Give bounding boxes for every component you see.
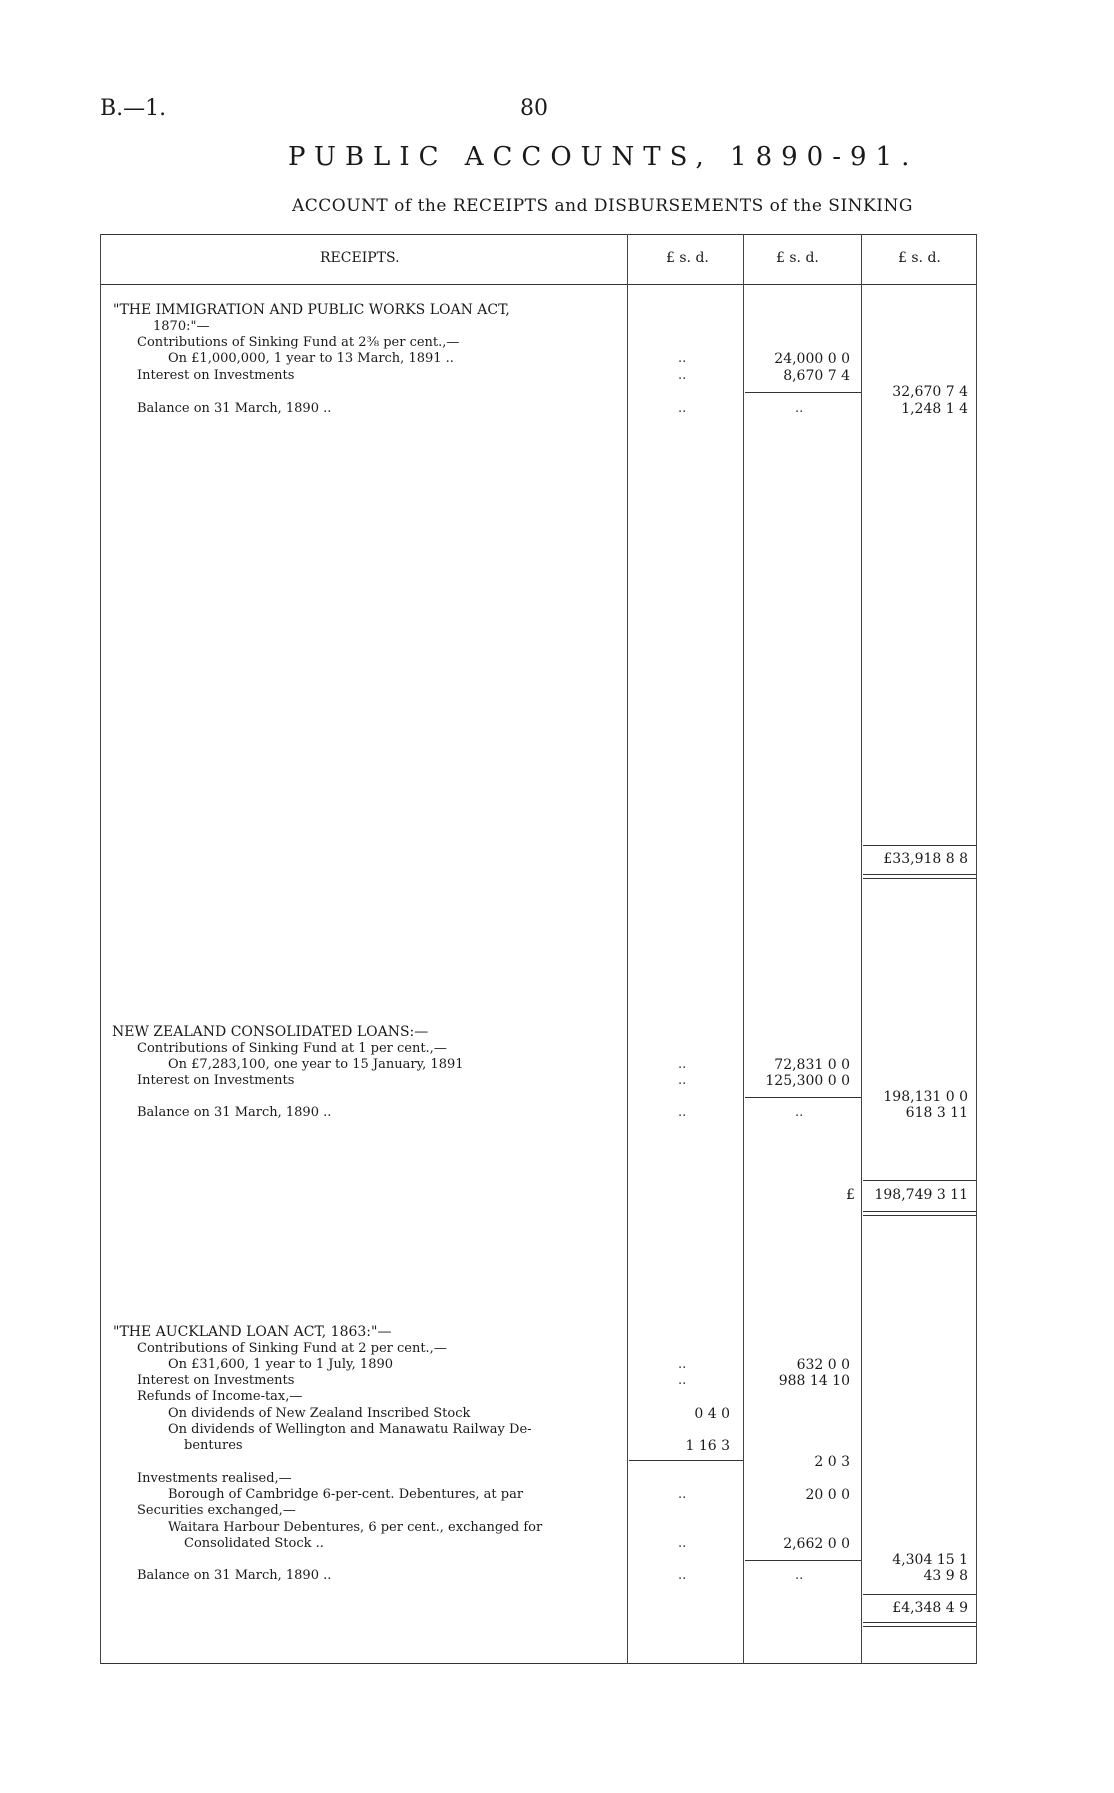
header-bottom-rule	[100, 284, 977, 285]
amount-value: 988 14 10	[778, 1373, 850, 1389]
total-double-rule	[863, 1626, 976, 1627]
refund-value: 0 4 0	[694, 1406, 730, 1422]
total-top-rule	[863, 845, 976, 846]
line-item: Balance on 31 March, 1890 ..	[137, 401, 332, 416]
money-column-header-2: £ s. d.	[776, 250, 819, 266]
line-item: Contributions of Sinking Fund at 2 per cent.,—	[137, 1341, 447, 1356]
subtotal-value: 32,670 7 4	[892, 384, 968, 400]
page-title: PUBLIC ACCOUNTS, 1890-91.	[288, 142, 919, 172]
subtotal-rule	[745, 1560, 861, 1561]
table-left-border	[100, 234, 101, 1664]
line-item: Interest on Investments	[137, 1373, 295, 1388]
amount-value: 20 0 0	[805, 1487, 850, 1503]
leader-dots: ..	[678, 351, 687, 366]
money-column-header-1: £ s. d.	[666, 250, 709, 266]
column-divider-3	[861, 234, 862, 1664]
line-item: Balance on 31 March, 1890 ..	[137, 1568, 332, 1583]
leader-dots: ..	[678, 368, 687, 383]
subtotal-value: 4,304 15 1	[892, 1552, 968, 1568]
total-double-rule	[863, 874, 976, 875]
line-item: Refunds of Income-tax,—	[137, 1389, 303, 1404]
amount-value: 125,300 0 0	[765, 1073, 850, 1089]
line-item: Interest on Investments	[137, 368, 295, 383]
amount-value: 8,670 7 4	[783, 368, 850, 384]
leader-dots: ..	[678, 1536, 687, 1551]
section-total: £33,918 8 8	[883, 851, 968, 867]
leader-dots: ..	[678, 401, 687, 416]
leader-dots: ..	[678, 1073, 687, 1088]
leader-dots: ..	[795, 401, 804, 416]
line-item: Consolidated Stock ..	[184, 1536, 324, 1551]
leader-dots: ..	[678, 1373, 687, 1388]
leader-dots: ..	[678, 1105, 687, 1120]
refund-value: 1 16 3	[685, 1438, 730, 1454]
leader-dots: ..	[678, 1057, 687, 1072]
line-item: Contributions of Sinking Fund at 1 per cent.,—	[137, 1041, 447, 1056]
table-right-border	[976, 234, 977, 1664]
page-number: 80	[520, 96, 548, 121]
line-item: Investments realised,—	[137, 1471, 292, 1486]
subtotal-rule	[745, 392, 861, 393]
balance-value: 1,248 1 4	[901, 401, 968, 417]
line-item: Interest on Investments	[137, 1073, 295, 1088]
line-item: On £1,000,000, 1 year to 13 March, 1891 ..	[168, 351, 454, 366]
line-item: Balance on 31 March, 1890 ..	[137, 1105, 332, 1120]
line-item: On £31,600, 1 year to 1 July, 1890	[168, 1357, 394, 1372]
table-top-rule	[100, 234, 977, 235]
total-double-rule	[863, 1211, 976, 1212]
leader-dots: ..	[795, 1105, 804, 1120]
line-item: Waitara Harbour Debentures, 6 per cent., exchanged for	[168, 1520, 543, 1535]
balance-value: 618 3 11	[905, 1105, 968, 1121]
section-heading-year: 1870:"—	[153, 319, 210, 334]
money-column-header-3: £ s. d.	[898, 250, 941, 266]
total-double-rule	[863, 1622, 976, 1623]
column-divider-2	[743, 234, 744, 1664]
receipts-column-header: RECEIPTS.	[320, 250, 400, 266]
document-reference: B.—1.	[100, 96, 167, 121]
currency-symbol: £	[846, 1187, 855, 1203]
total-top-rule	[863, 1594, 976, 1595]
leader-dots: ..	[795, 1568, 804, 1583]
line-item: On dividends of Wellington and Manawatu Railway De-	[168, 1422, 532, 1437]
leader-dots: ..	[678, 1568, 687, 1583]
line-item: Contributions of Sinking Fund at 2⅜ per cent.,—	[137, 335, 460, 350]
subtotal-rule	[745, 1097, 861, 1098]
line-item: On £7,283,100, one year to 15 January, 1891	[168, 1057, 464, 1072]
account-subtitle: ACCOUNT of the RECEIPTS and DISBURSEMENTS of the SINKING	[292, 196, 913, 216]
section-heading: NEW ZEALAND CONSOLIDATED LOANS:—	[112, 1024, 429, 1040]
line-item: bentures	[184, 1438, 243, 1453]
leader-dots: ..	[678, 1487, 687, 1502]
section-total: £4,348 4 9	[892, 1600, 968, 1616]
line-item: On dividends of New Zealand Inscribed Stock	[168, 1406, 471, 1421]
total-double-rule	[863, 878, 976, 879]
column-divider-1	[627, 234, 628, 1664]
section-heading: "THE AUCKLAND LOAN ACT, 1863:"—	[113, 1324, 392, 1340]
amount-value: 2,662 0 0	[783, 1536, 850, 1552]
amount-value: 632 0 0	[796, 1357, 850, 1373]
subtotal-value: 198,131 0 0	[883, 1089, 968, 1105]
total-top-rule	[863, 1180, 976, 1181]
amount-value: 2 0 3	[814, 1454, 850, 1470]
amount-value: 72,831 0 0	[774, 1057, 850, 1073]
line-item: Securities exchanged,—	[137, 1503, 296, 1518]
line-item: Borough of Cambridge 6-per-cent. Debentures, at par	[168, 1487, 524, 1502]
amount-value: 24,000 0 0	[774, 351, 850, 367]
total-double-rule	[863, 1215, 976, 1216]
section-heading: "THE IMMIGRATION AND PUBLIC WORKS LOAN ACT,	[113, 302, 510, 318]
table-bottom-rule	[100, 1663, 977, 1664]
leader-dots: ..	[678, 1357, 687, 1372]
section-total: 198,749 3 11	[874, 1187, 968, 1203]
balance-value: 43 9 8	[923, 1568, 968, 1584]
refund-subtotal-rule	[629, 1460, 743, 1461]
